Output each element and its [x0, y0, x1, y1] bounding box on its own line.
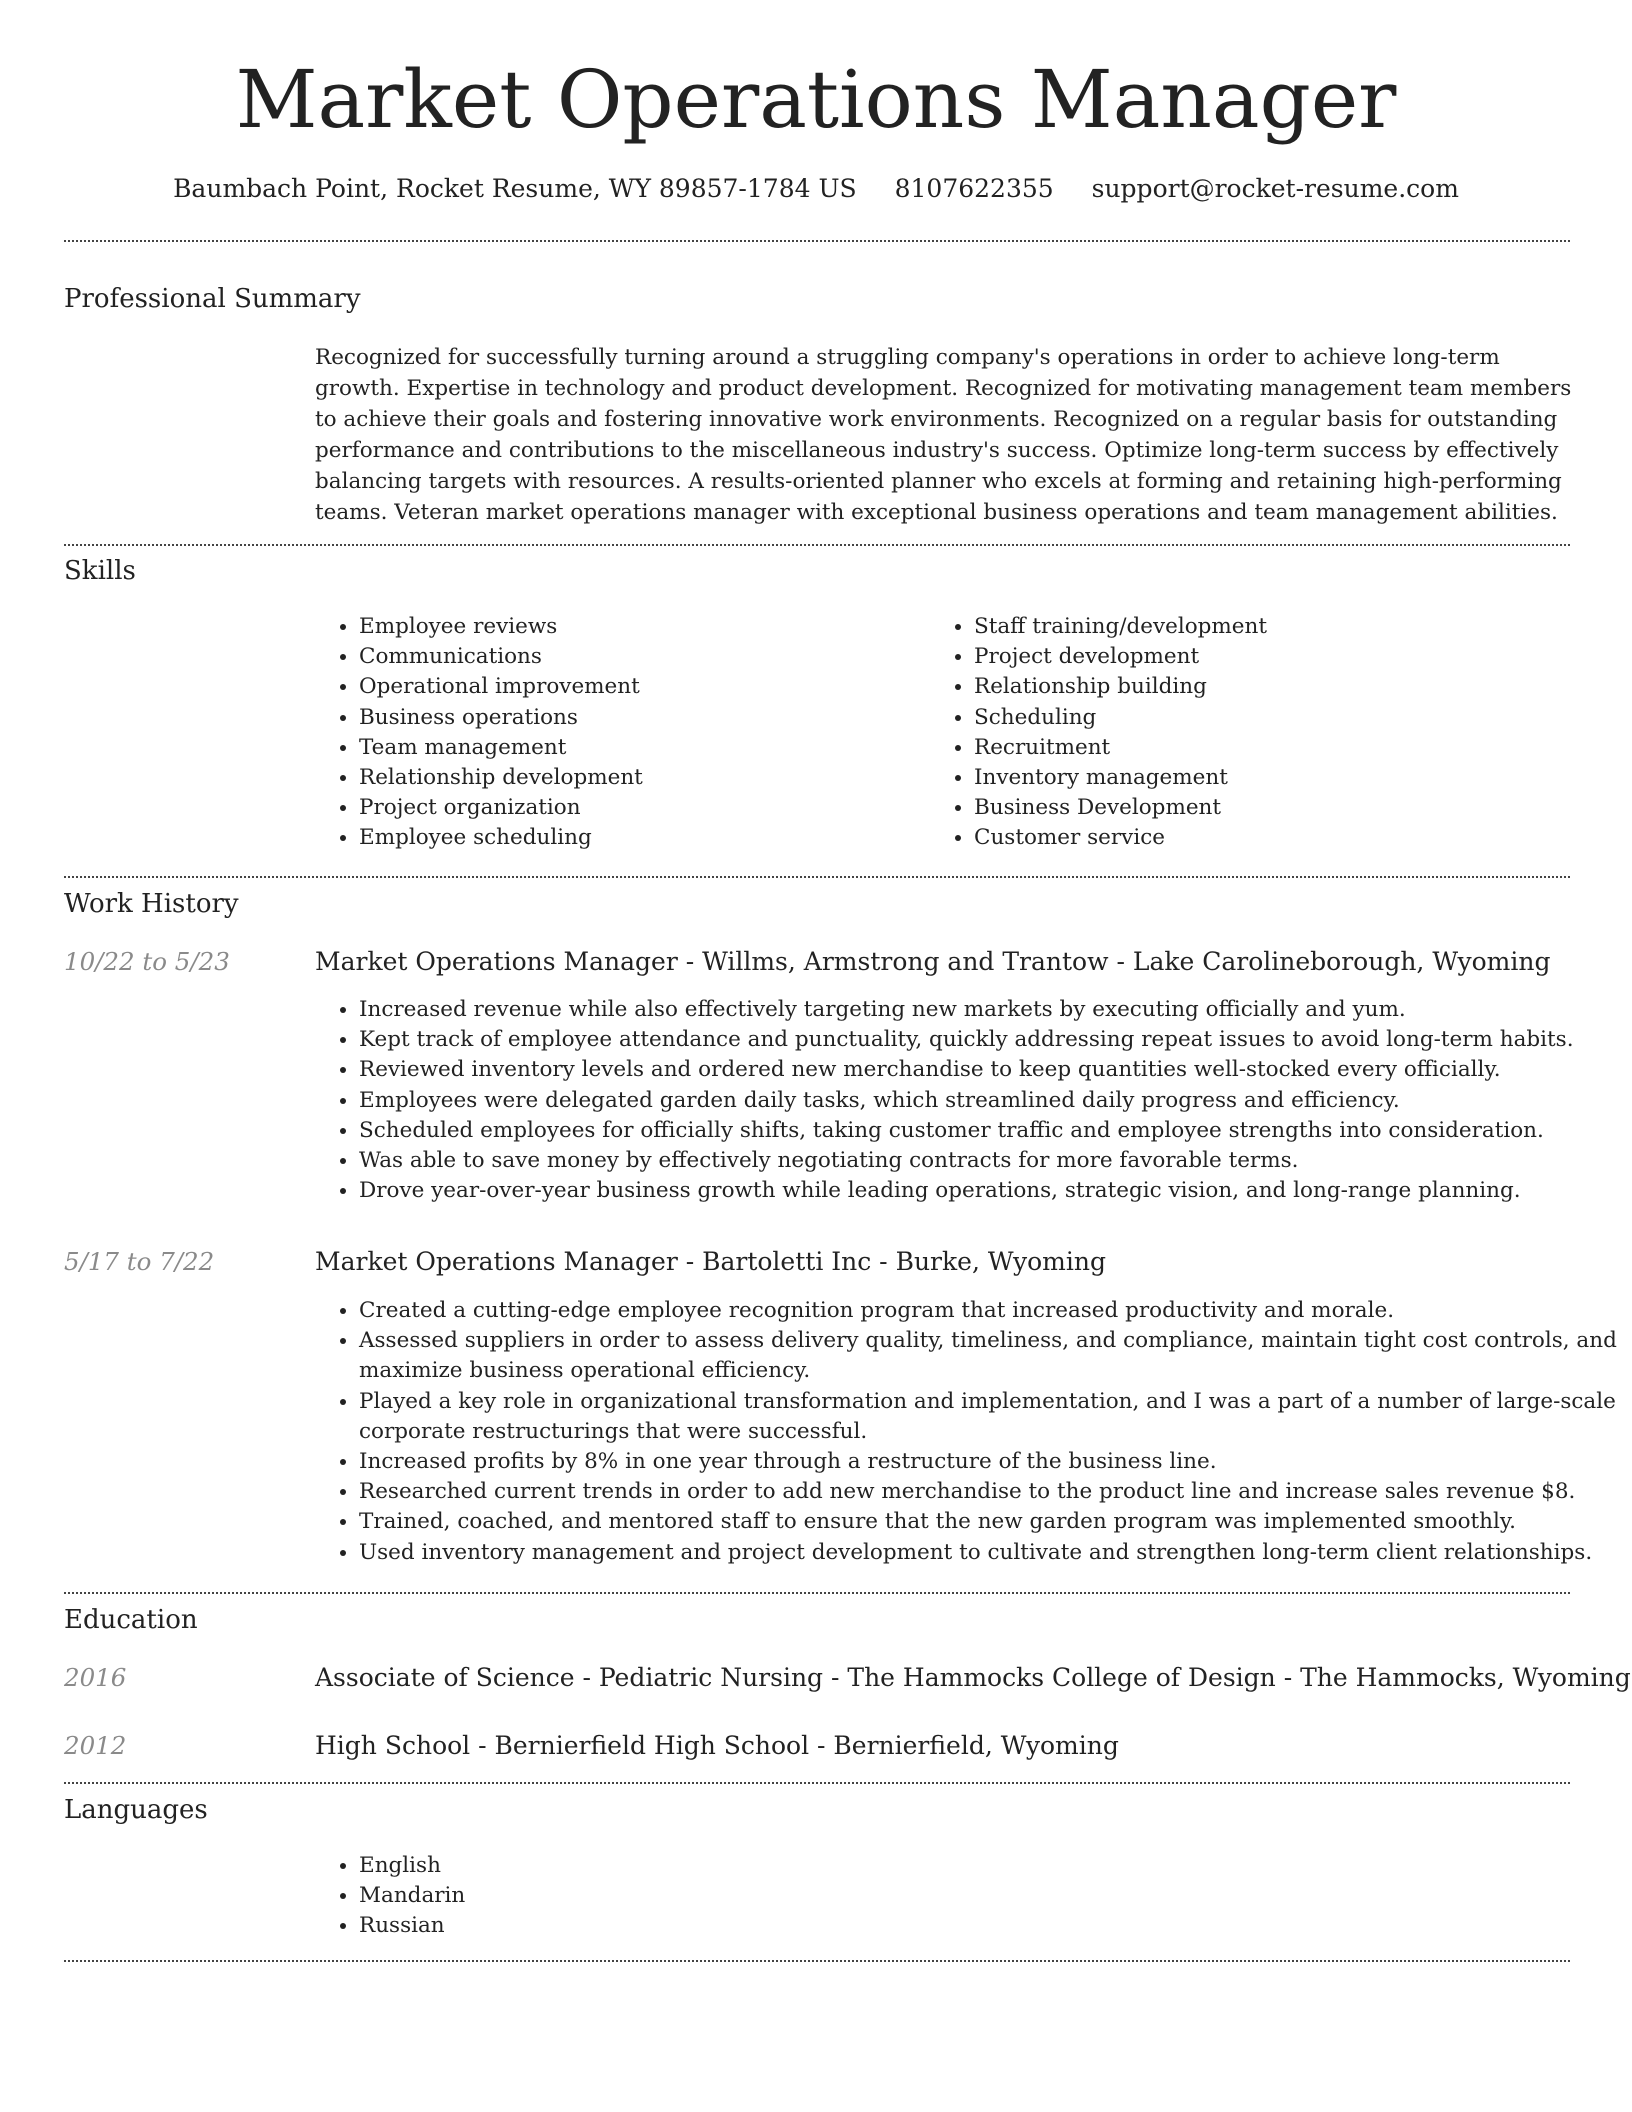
skill-item: • Customer service	[974, 823, 1574, 853]
job-bullet: • Scheduled employees for officially shifts, taking customer traffic and employee strengths into consideration.	[359, 1116, 1621, 1146]
section-divider	[64, 1782, 1570, 1784]
education-title: High School - Bernierfield High School - Bernierfield, Wyoming	[315, 1731, 1119, 1760]
job-bullet: • Assessed suppliers in order to assess delivery quality, timeliness, and compliance, maintain tight cost controls, and maximize business operational efficiency.	[359, 1326, 1621, 1386]
skill-item: • Scheduling	[974, 703, 1574, 733]
job-title: Market Operations Manager - Willms, Armstrong and Trantow - Lake Carolineborough, Wyoming	[315, 947, 1551, 976]
skill-item: • Operational improvement	[359, 672, 919, 702]
languages-heading: Languages	[64, 1795, 208, 1825]
education-year: 2012	[64, 1731, 127, 1760]
job-bullet: • Trained, coached, and mentored staff to ensure that the new garden program was implemented smoothly.	[359, 1507, 1621, 1537]
skill-item: • Relationship development	[359, 763, 919, 793]
job-bullet: • Was able to save money by effectively negotiating contracts for more favorable terms.	[359, 1146, 1621, 1176]
job-bullet: • Created a cutting-edge employee recognition program that increased productivity and morale.	[359, 1296, 1621, 1326]
skill-item: • Recruitment	[974, 733, 1574, 763]
skills-list-right	[930, 612, 1574, 854]
job-bullet: • Played a key role in organizational transformation and implementation, and I was a part of a number of large-scale corporate restructurings that were successful.	[359, 1387, 1621, 1447]
skill-item: • Business operations	[359, 703, 919, 733]
language-item: • Mandarin	[359, 1881, 959, 1911]
job-bullets	[315, 1296, 1621, 1568]
job-bullet: • Researched current trends in order to add new merchandise to the product line and increase sales revenue $8.	[359, 1477, 1621, 1507]
job-dates: 5/17 to 7/22	[64, 1247, 215, 1276]
section-divider	[64, 1960, 1570, 1962]
skills-heading: Skills	[64, 556, 136, 586]
section-divider	[64, 1592, 1570, 1594]
skills-list-left	[315, 612, 919, 854]
language-item: • Russian	[359, 1911, 959, 1941]
skill-item: • Communications	[359, 642, 919, 672]
summary-heading: Professional Summary	[64, 284, 361, 314]
section-divider	[64, 544, 1570, 546]
section-divider	[64, 240, 1570, 242]
skill-item: • Project organization	[359, 793, 919, 823]
education-year: 2016	[64, 1663, 127, 1692]
skill-item: • Staff training/development	[974, 612, 1574, 642]
job-bullet: • Increased revenue while also effectively targeting new markets by executing officially and yum.	[359, 995, 1621, 1025]
language-item: • English	[359, 1851, 959, 1881]
resume-name: Market Operations Manager	[235, 53, 1397, 146]
skill-item: • Inventory management	[974, 763, 1574, 793]
skill-item: • Employee scheduling	[359, 823, 919, 853]
contact-email[interactable]: support@rocket-resume.com	[1091, 174, 1459, 203]
contact-line	[0, 172, 1632, 206]
summary-text: Recognized for successfully turning around a struggling company's operations in order to achieve long-term growth. Expertise in technology and product development. Recognized for motivating management team members to achieve their goals and fostering innovative work environments. Recognized on a regular basis for outstanding performance and contributions to the miscellaneous industry's success. Optimize long-term success by effectively balancing targets with resources. A results-oriented planner who excels at forming and retaining high-performing teams. Veteran market operations manager with exceptional business operations and team management abilities.	[315, 345, 1572, 525]
section-divider	[64, 876, 1570, 878]
skill-item: • Business Development	[974, 793, 1574, 823]
job-dates: 10/22 to 5/23	[64, 947, 230, 976]
skill-item: • Employee reviews	[359, 612, 919, 642]
job-bullet: • Used inventory management and project development to cultivate and strengthen long-term client relationships.	[359, 1538, 1621, 1568]
languages-list	[315, 1851, 959, 1942]
contact-phone: 8107622355	[894, 174, 1054, 203]
job-bullet: • Employees were delegated garden daily tasks, which streamlined daily progress and efficiency.	[359, 1086, 1621, 1116]
education-title: Associate of Science - Pediatric Nursing - The Hammocks College of Design - The Hammocks, Wyoming	[315, 1663, 1631, 1692]
work-heading: Work History	[64, 889, 239, 919]
skill-item: • Project development	[974, 642, 1574, 672]
skill-item: • Relationship building	[974, 672, 1574, 702]
education-heading: Education	[64, 1605, 198, 1635]
job-bullet: • Increased profits by 8% in one year through a restructure of the business line.	[359, 1447, 1621, 1477]
contact-address: Baumbach Point, Rocket Resume, WY 89857-1784 US	[173, 174, 857, 203]
job-title: Market Operations Manager - Bartoletti Inc - Burke, Wyoming	[315, 1247, 1106, 1276]
job-bullet: • Kept track of employee attendance and punctuality, quickly addressing repeat issues to avoid long-term habits.	[359, 1025, 1621, 1055]
skill-item: • Team management	[359, 733, 919, 763]
job-bullet: • Reviewed inventory levels and ordered new merchandise to keep quantities well-stocked every officially.	[359, 1055, 1621, 1085]
job-bullets	[315, 995, 1621, 1206]
job-bullet: • Drove year-over-year business growth while leading operations, strategic vision, and long-range planning.	[359, 1176, 1621, 1206]
